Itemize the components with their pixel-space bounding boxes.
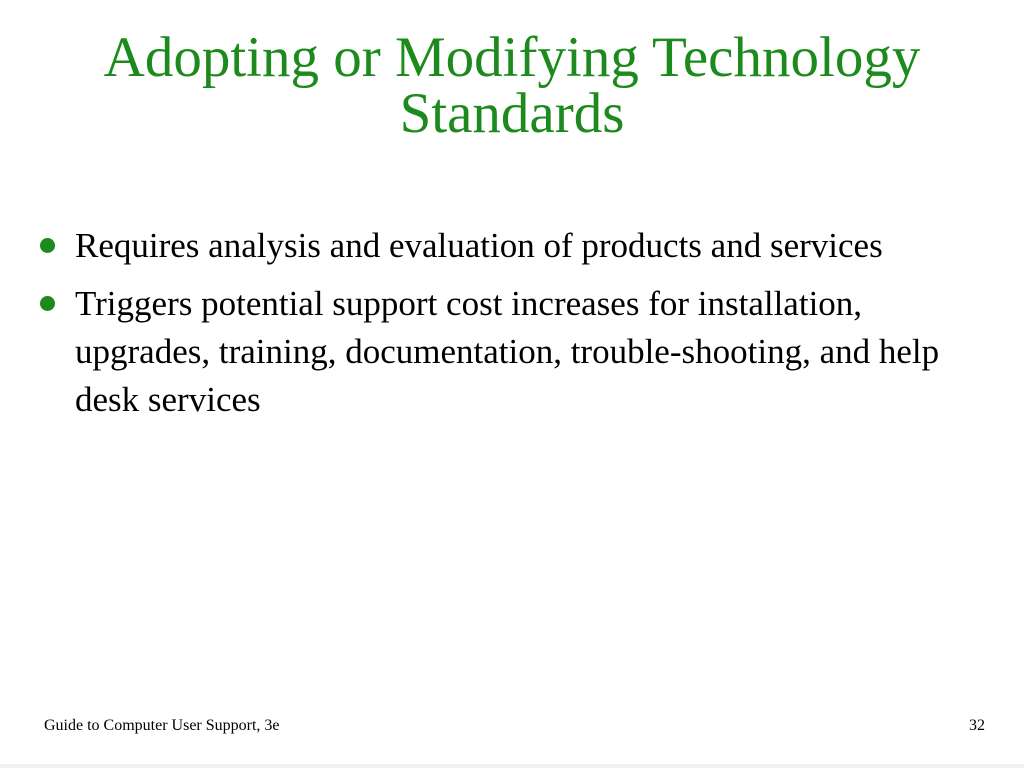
bullet-item — [40, 280, 1000, 424]
page-number: 32 — [969, 717, 985, 734]
slide-title-line-2: Standards — [399, 82, 625, 145]
bullet-dot-icon — [40, 296, 55, 311]
bullet-item — [40, 222, 1000, 270]
bullet-text: Requires analysis and evaluation of products and services — [75, 226, 883, 265]
bullet-dot-icon — [40, 238, 55, 253]
slide-title — [40, 26, 984, 145]
footer-source: Guide to Computer User Support, 3e — [44, 717, 280, 734]
slide-title-line-1: Adopting or Modifying Technology — [103, 26, 921, 89]
bullet-list — [40, 222, 1000, 434]
bottom-divider — [0, 764, 1024, 768]
bullet-text: Triggers potential support cost increases for installation, upgrades, training, documentation, trouble-shooting, and help desk services — [75, 284, 940, 419]
